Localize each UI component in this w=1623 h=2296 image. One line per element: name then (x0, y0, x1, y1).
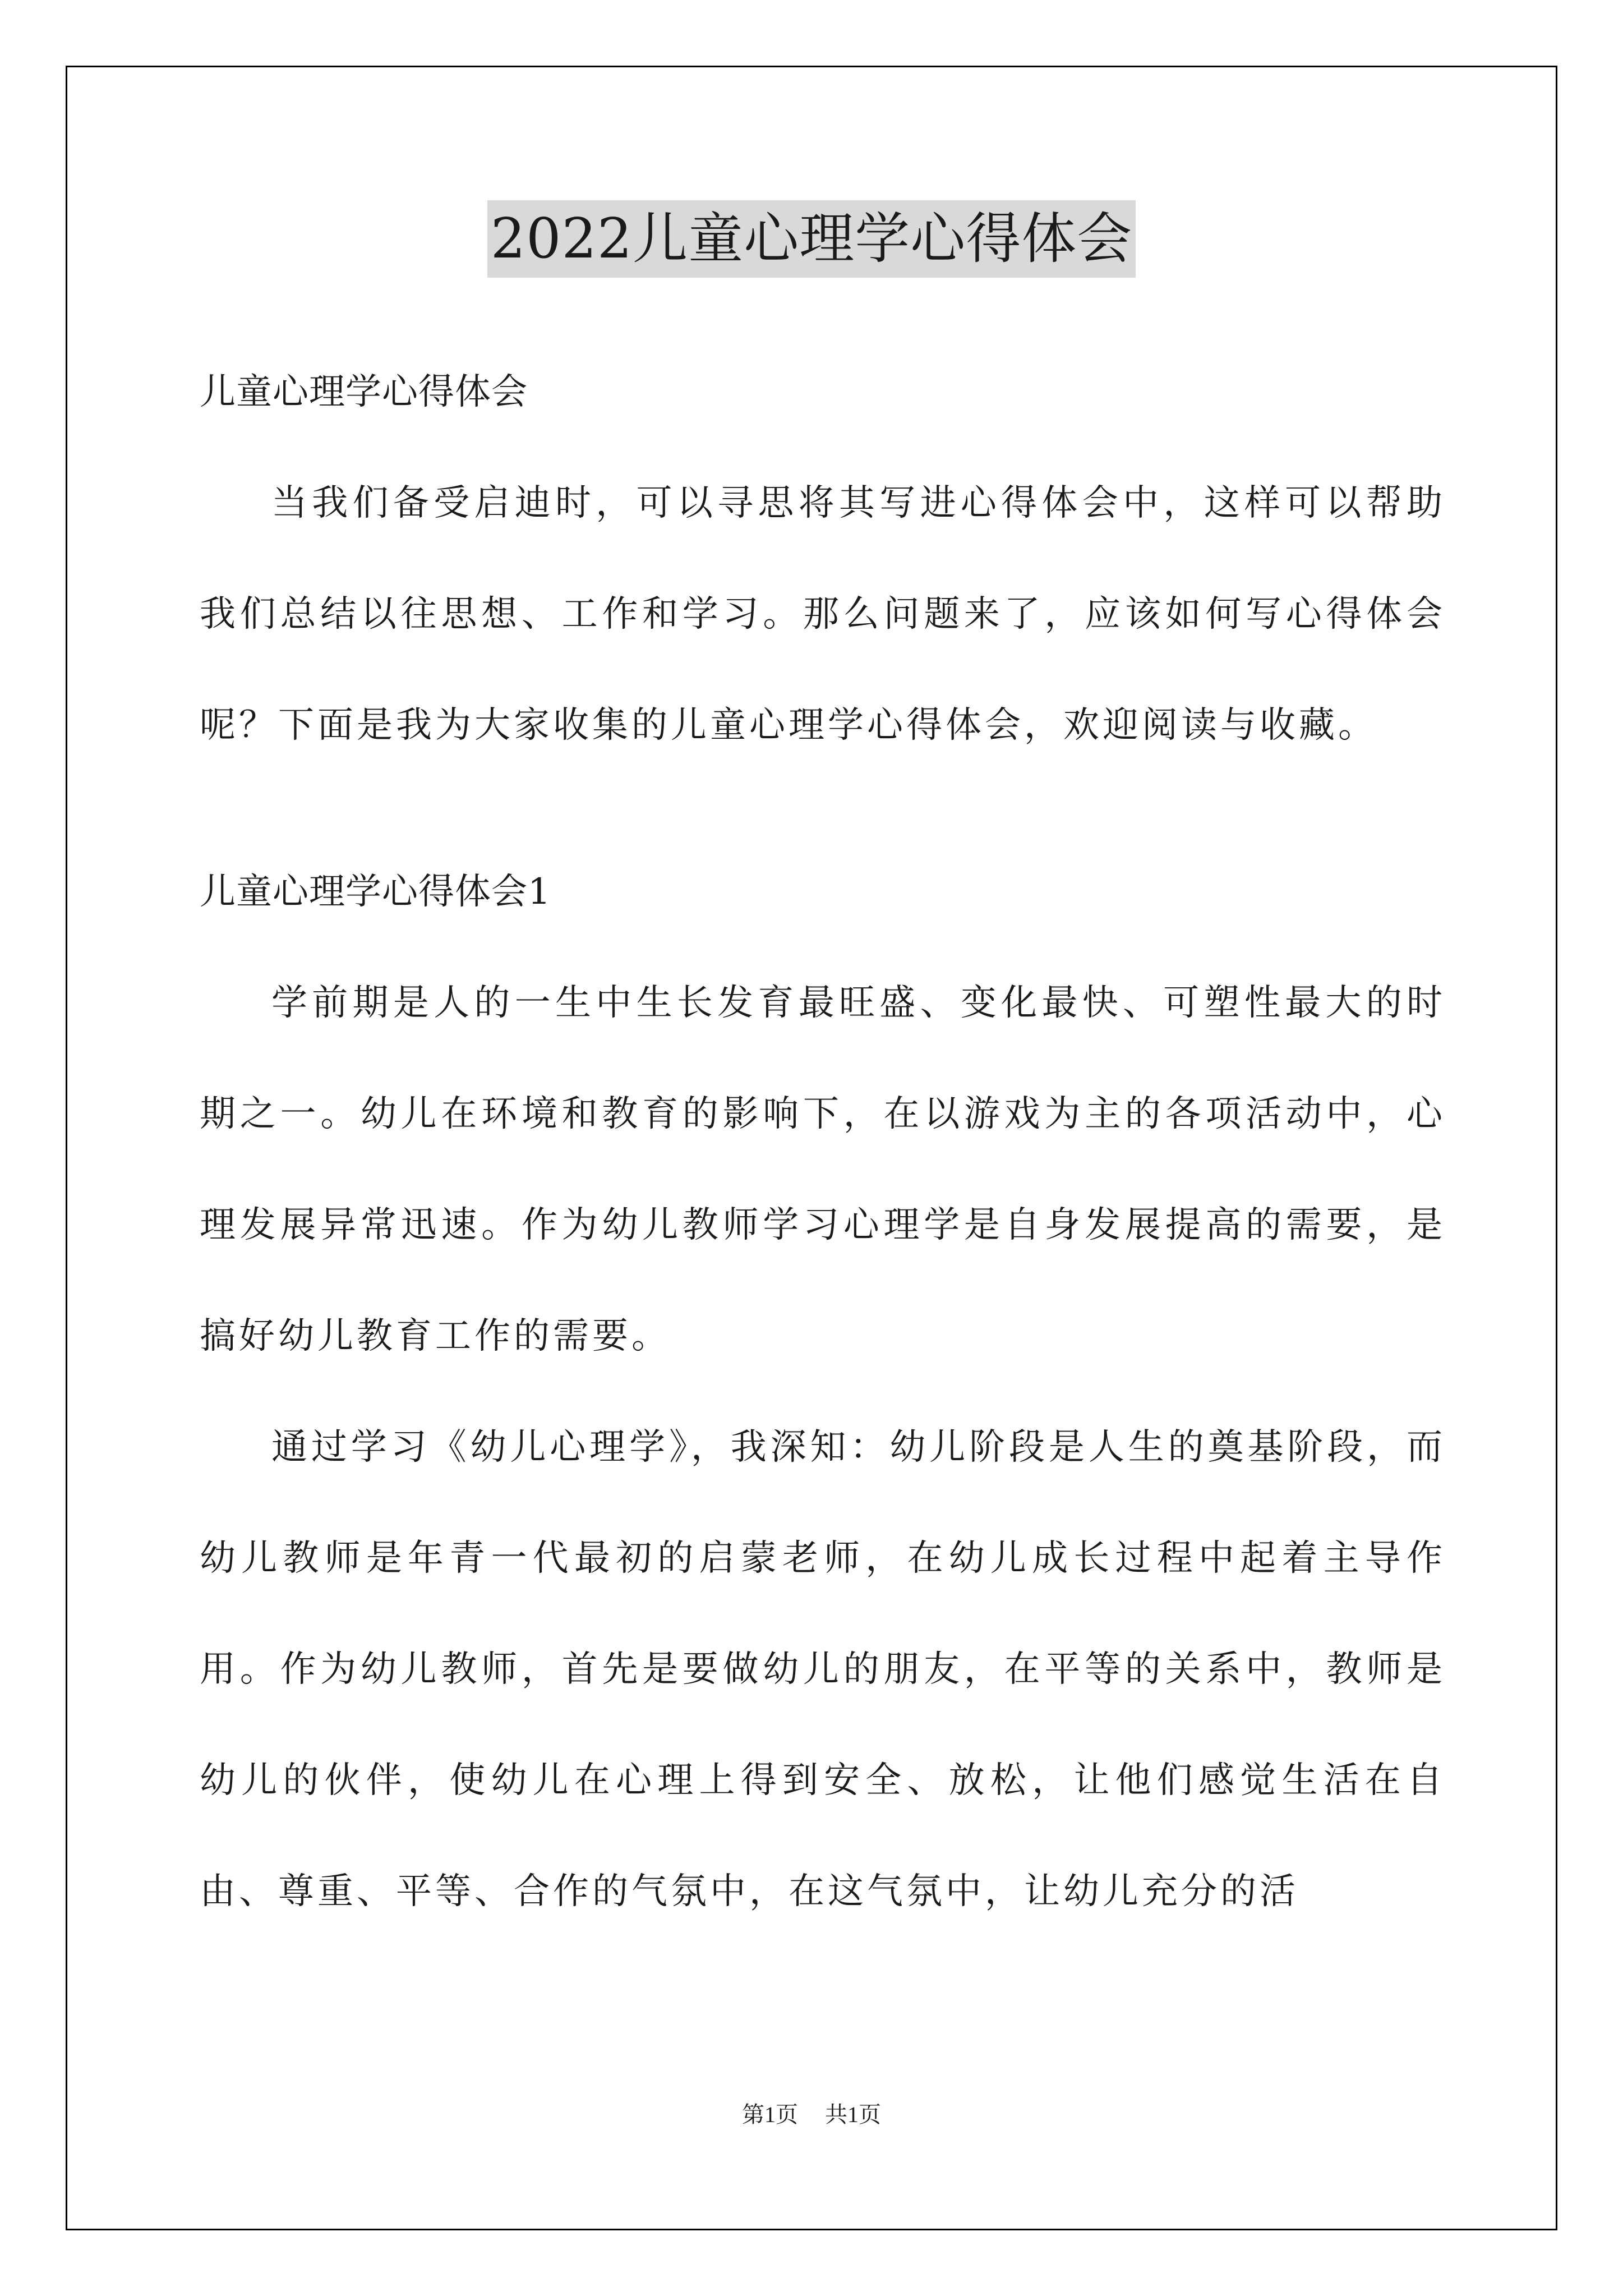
section-heading: 儿童心理学心得体会1 (200, 871, 551, 913)
page-total: 共1页 (825, 2102, 881, 2127)
body-paragraph: 学前期是人的一生中生长发育最旺盛、变化最快、可塑性最大的时期之一。幼儿在环境和教育的影响下，在以游戏为主的各项活动中，心理发展异常迅速。作为幼儿教师学习心理学是自身发展提高的需要，是搞好幼儿教育工作的需要。 (200, 982, 1446, 1357)
body-paragraph: 当我们备受启迪时，可以寻思将其写进心得体会中，这样可以帮助我们总结以往思想、工作和学习。那么问题来了，应该如何写心得体会呢？下面是我为大家收集的儿童心理学心得体会，欢迎阅读与收藏。 (200, 482, 1446, 746)
body-paragraph: 通过学习《幼儿心理学》，我深知：幼儿阶段是人生的奠基阶段，而幼儿教师是年青一代最初的启蒙老师，在幼儿成长过程中起着主导作用。作为幼儿教师，首先是要做幼儿的朋友，在平等的关系中，教师是幼儿的伙伴，使幼儿在心理上得到安全、放松，让他们感觉生活在自由、尊重、平等、合作的气氛中，在这气氛中，让幼儿充分的活 (200, 1427, 1446, 1912)
title-container (0, 200, 1623, 278)
section-heading: 儿童心理学心得体会 (200, 371, 528, 413)
section-spacer (200, 781, 1446, 836)
document-body (200, 337, 1446, 1947)
document-title: 2022儿童心理学心得体会 (487, 200, 1136, 278)
page-number: 第1页 (742, 2102, 798, 2127)
page-footer (0, 2098, 1623, 2132)
